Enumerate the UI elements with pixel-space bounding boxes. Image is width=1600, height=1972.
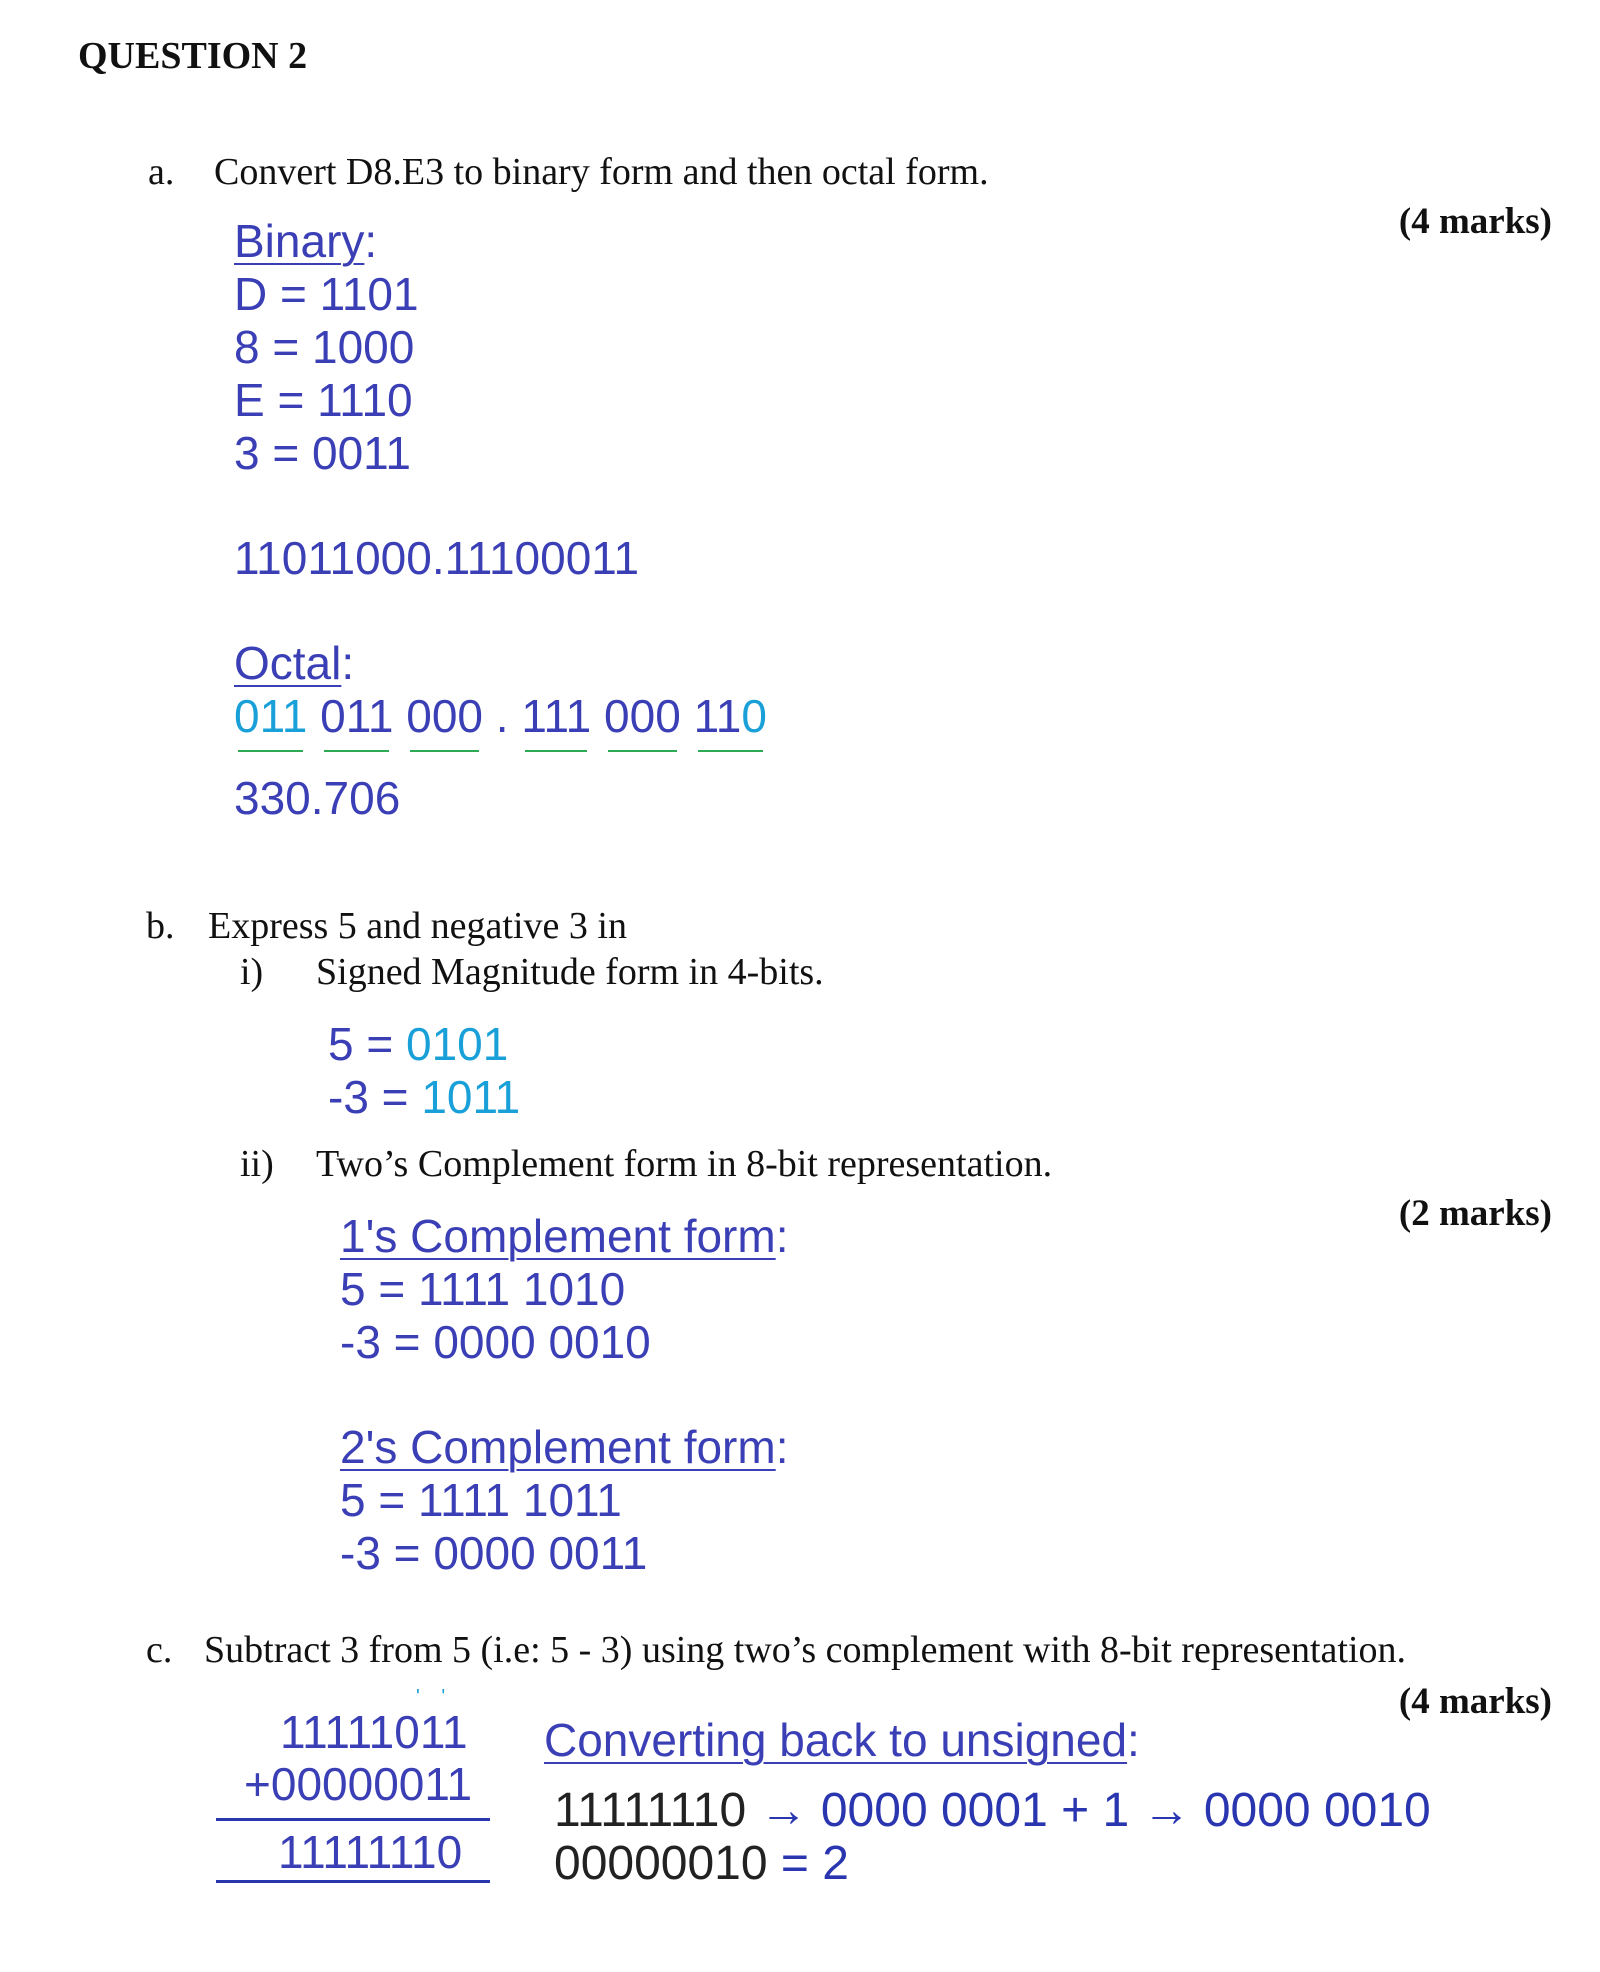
part-b-sub-ii-text: Two’s Complement form in 8-bit representation. <box>316 1143 1053 1185</box>
sm-line-5 <box>328 1018 508 1070</box>
part-b-sub-i-label: i) <box>240 951 264 993</box>
convert-line-1-start: 11111110 <box>554 1784 747 1837</box>
octal-group-5: 000 <box>604 690 681 742</box>
binary-line-e: E = 1110 <box>234 374 413 426</box>
octal-group-3: 000 <box>406 690 483 742</box>
part-a-label: a. <box>148 151 175 193</box>
sm-line-neg3 <box>328 1071 520 1123</box>
part-c-marks: (4 marks) <box>1398 1681 1552 1722</box>
page-title: QUESTION 2 <box>78 35 308 77</box>
part-a-question: Convert D8.E3 to binary form and then octal form. <box>214 151 989 193</box>
operand-1: 11111011 <box>280 1706 468 1758</box>
operand-2: +00000011 <box>244 1758 473 1810</box>
sm-line-neg3-label: -3 = <box>328 1071 422 1123</box>
sm-line-neg3-value: 1011 <box>421 1071 521 1123</box>
part-b-label: b. <box>146 905 175 947</box>
octal-group-6-pad: 0 <box>741 690 767 742</box>
twos-heading-text: 2's Complement form <box>340 1421 776 1473</box>
ones-heading: 1's Complement form: <box>340 1210 789 1262</box>
octal-point: . <box>495 690 509 742</box>
convert-heading-text: Converting back to unsigned <box>544 1714 1128 1766</box>
binary-line-8: 8 = 1000 <box>234 321 415 373</box>
octal-group-1: 011 <box>234 690 308 742</box>
octal-heading: Octal: <box>234 637 355 689</box>
sum-result: 11111110 <box>278 1826 463 1878</box>
twos-line-5: 5 = 1111 1011 <box>340 1474 622 1526</box>
convert-line-2-start: 00000010 <box>554 1837 768 1890</box>
convert-heading: Converting back to unsigned: <box>544 1714 1140 1766</box>
part-b-question: Express 5 and negative 3 in <box>208 905 627 947</box>
ones-line-neg3: -3 = 0000 0010 <box>340 1316 651 1368</box>
part-c-label: c. <box>146 1629 173 1671</box>
convert-line-1-rest: → 0000 0001 + 1 → 0000 0010 <box>746 1784 1431 1837</box>
part-b-sub-ii-label: ii) <box>240 1143 274 1185</box>
binary-result: 11011000.11100011 <box>234 532 640 584</box>
octal-groups <box>234 690 767 742</box>
part-b-sub-i-text: Signed Magnitude form in 4-bits. <box>316 951 824 993</box>
binary-heading: Binary: <box>234 215 378 267</box>
sm-line-5-value: 0101 <box>406 1018 509 1070</box>
sm-line-5-label: 5 = <box>328 1018 407 1070</box>
convert-line-2-rest: = 2 <box>767 1837 849 1890</box>
octal-result: 330.706 <box>234 772 401 824</box>
binary-line-3: 3 = 0011 <box>234 427 411 479</box>
convert-line-1 <box>554 1784 1431 1838</box>
convert-line-2 <box>554 1837 849 1891</box>
carry-marks: ' ' <box>416 1686 454 1708</box>
octal-group-2: 011 <box>320 690 394 742</box>
part-c-question: Subtract 3 from 5 (i.e: 5 - 3) using two’s complement with 8-bit representation. <box>204 1629 1407 1671</box>
octal-group-4: 111 <box>521 690 592 742</box>
binary-line-d: D = 1101 <box>234 268 419 320</box>
octal-group-6 <box>694 690 767 742</box>
sum-line-bottom <box>216 1880 490 1883</box>
part-b-marks: (2 marks) <box>1398 1193 1552 1234</box>
sum-line-top <box>216 1818 490 1821</box>
octal-group-6-main: 11 <box>693 690 742 742</box>
ones-heading-text: 1's Complement form <box>340 1210 776 1262</box>
twos-heading: 2's Complement form: <box>340 1421 789 1473</box>
part-a-marks: (4 marks) <box>1398 201 1552 242</box>
ones-line-5: 5 = 1111 1010 <box>340 1263 626 1315</box>
binary-heading-text: Binary <box>234 215 365 267</box>
octal-heading-text: Octal <box>234 637 342 689</box>
twos-line-neg3: -3 = 0000 0011 <box>340 1527 648 1579</box>
